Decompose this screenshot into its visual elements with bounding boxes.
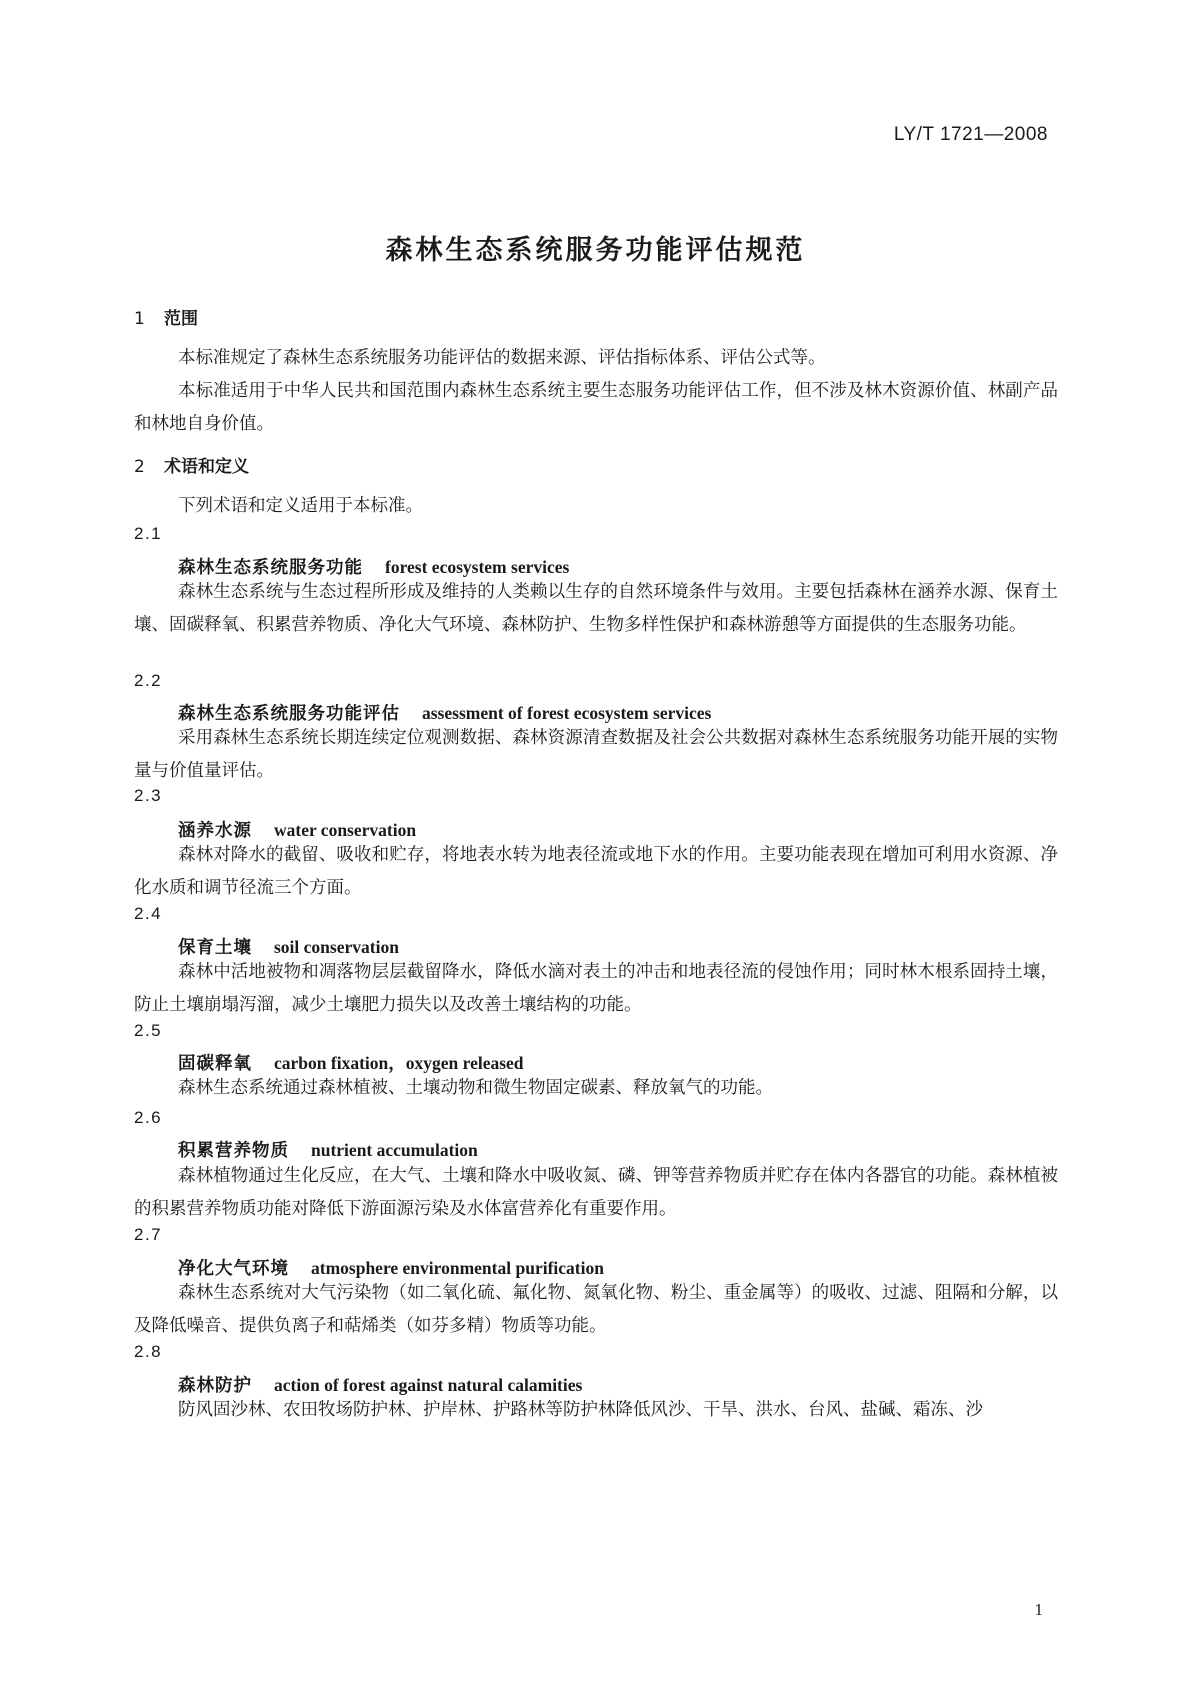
term-definition: 森林生态系统对大气污染物（如二氧化硫、氟化物、氮氧化物、粉尘、重金属等）的吸收、过滤、阻隔和分解，以及降低噪音、提供负离子和萜烯类（如芬多精）物质等功能。 xyxy=(134,1283,1058,1336)
term-en: forest ecosystem services xyxy=(385,557,570,577)
term-zh: 积累营养物质 xyxy=(178,1141,289,1161)
term-en: assessment of forest ecosystem services xyxy=(422,703,712,723)
section-number: 1 xyxy=(134,309,145,329)
section-title: 术语和定义 xyxy=(164,457,249,477)
term-number: 2.7 xyxy=(134,1225,163,1244)
term-definition: 森林生态系统通过森林植被、土壤动物和微生物固定碳素、释放氧气的功能。 xyxy=(178,1078,773,1098)
term-zh: 涵养水源 xyxy=(178,821,252,841)
term-en: atmosphere environmental purification xyxy=(311,1258,604,1278)
term-heading xyxy=(178,1137,478,1162)
term-number: 2.4 xyxy=(134,904,163,923)
section-heading xyxy=(134,304,198,329)
term-en: water conservation xyxy=(274,820,417,840)
term-number: 2.2 xyxy=(134,671,163,690)
term-zh: 净化大气环境 xyxy=(178,1259,289,1279)
paragraph: 本标准适用于中华人民共和国范围内森林生态系统主要生态服务功能评估工作，但不涉及林木资源价值、林副产品和林地自身价值。 xyxy=(134,381,1058,434)
paragraph: 下列术语和定义适用于本标准。 xyxy=(178,496,423,516)
term-en: carbon fixation，oxygen released xyxy=(274,1053,524,1073)
term-definition: 森林中活地被物和凋落物层层截留降水，降低水滴对表土的冲击和地表径流的侵蚀作用；同时林木根系固持土壤，防止土壤崩塌泻溜，减少土壤肥力损失以及改善土壤结构的功能。 xyxy=(134,962,1058,1015)
paragraph: 本标准规定了森林生态系统服务功能评估的数据来源、评估指标体系、评估公式等。 xyxy=(178,348,826,368)
term-definition: 采用森林生态系统长期连续定位观测数据、森林资源清查数据及社会公共数据对森林生态系统服务功能开展的实物量与价值量评估。 xyxy=(134,728,1058,781)
term-number: 2.3 xyxy=(134,786,163,805)
term-en: nutrient accumulation xyxy=(311,1140,478,1160)
standard-code: LY/T 1721—2008 xyxy=(893,124,1048,145)
term-definition: 森林对降水的截留、吸收和贮存，将地表水转为地表径流或地下水的作用。主要功能表现在增加可利用水资源、净化水质和调节径流三个方面。 xyxy=(134,845,1058,898)
section-title: 范围 xyxy=(164,309,198,329)
term-zh: 森林防护 xyxy=(178,1376,252,1396)
section-number: 2 xyxy=(134,457,145,477)
term-en: soil conservation xyxy=(274,937,399,957)
document-title: 森林生态系统服务功能评估规范 xyxy=(385,235,806,266)
term-definition: 防风固沙林、农田牧场防护林、护岸林、护路林等防护林降低风沙、干旱、洪水、台风、盐碱、霜冻、沙 xyxy=(178,1400,983,1420)
page-number: 1 xyxy=(1034,1600,1043,1619)
term-number: 2.8 xyxy=(134,1342,163,1361)
term-number: 2.5 xyxy=(134,1021,163,1040)
term-definition: 森林生态系统与生态过程所形成及维持的人类赖以生存的自然环境条件与效用。主要包括森林在涵养水源、保育土壤、固碳释氧、积累营养物质、净化大气环境、森林防护、生物多样性保护和森林游憩等方面提供的生态服务功能。 xyxy=(134,582,1058,635)
term-zh: 固碳释氧 xyxy=(178,1054,252,1074)
term-definition: 森林植物通过生化反应，在大气、土壤和降水中吸收氮、磷、钾等营养物质并贮存在体内各器官的功能。森林植被的积累营养物质功能对降低下游面源污染及水体富营养化有重要作用。 xyxy=(134,1166,1058,1219)
term-zh: 森林生态系统服务功能 xyxy=(178,558,363,578)
term-en: action of forest against natural calamities xyxy=(274,1375,583,1395)
term-number: 2.6 xyxy=(134,1108,163,1127)
term-zh: 保育土壤 xyxy=(178,938,252,958)
term-zh: 森林生态系统服务功能评估 xyxy=(178,704,400,724)
section-heading xyxy=(134,452,249,477)
term-number: 2.1 xyxy=(134,524,163,543)
